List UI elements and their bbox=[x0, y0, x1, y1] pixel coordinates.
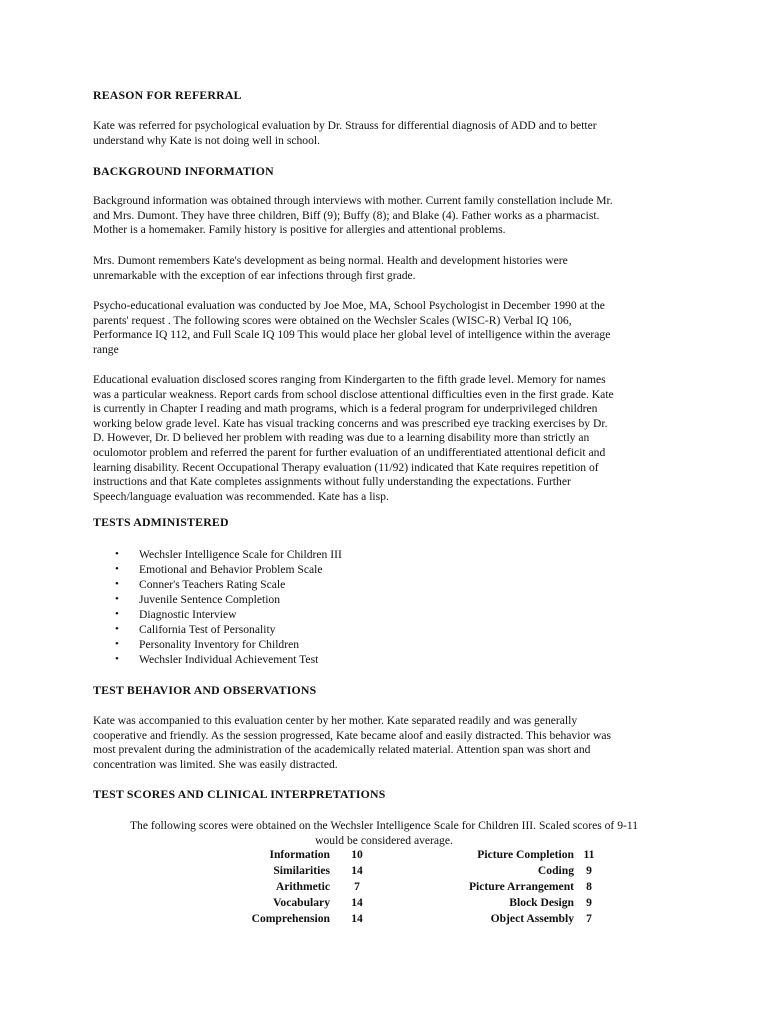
list-item: • Wechsler Individual Achievement Test bbox=[93, 652, 342, 667]
subtest-name: Comprehension bbox=[251, 912, 330, 925]
background-paragraph-4 bbox=[93, 373, 683, 504]
text-line: oculomotor problem and referred the parent for further evaluation of an undifferentiated attentional deficit and bbox=[93, 445, 606, 459]
text-line: Performance IQ 112, and Full Scale IQ 109 This would place her global level of intelligence within the average bbox=[93, 328, 611, 342]
text-line: Kate was referred for psychological evaluation by Dr. Strauss for differential diagnosis of ADD and to better bbox=[93, 119, 597, 132]
subtest-name: Block Design bbox=[509, 896, 574, 909]
section-heading-referral: REASON FOR REFERRAL bbox=[93, 88, 242, 102]
subtest-score: 7 bbox=[354, 880, 360, 893]
table-row bbox=[238, 847, 604, 863]
text-line: Psycho-educational evaluation was conducted by Joe Moe, MA, School Psychologist in December 1990 at the bbox=[93, 299, 605, 312]
table-row bbox=[238, 879, 604, 895]
text-line: Mother is a homemaker. Family history is positive for allergies and attentional problems. bbox=[93, 223, 506, 237]
subtest-score: 9 bbox=[586, 896, 592, 909]
list-item: • Personality Inventory for Children bbox=[93, 637, 342, 652]
behavior-paragraph bbox=[93, 714, 683, 772]
text-line: Kate was accompanied to this evaluation center by her mother. Kate separated readily and was generally bbox=[93, 714, 578, 727]
table-row bbox=[238, 895, 604, 911]
text-line: is currently in Chapter I reading and math programs, which is a federal program for underprivileged children bbox=[93, 402, 598, 416]
tests-list bbox=[93, 547, 342, 667]
text-line: Educational evaluation disclosed scores ranging from Kindergarten to the fifth grade level. Memory for names bbox=[93, 373, 606, 386]
text-line: range bbox=[93, 342, 119, 356]
subtest-name: Object Assembly bbox=[490, 912, 574, 925]
text-line: cooperative and friendly. As the session progressed, Kate became aloof and easily distracted. This behavior was bbox=[93, 728, 612, 742]
text-line: Background information was obtained through interviews with mother. Current family constellation include Mr. bbox=[93, 194, 613, 207]
subtest-score: 7 bbox=[586, 912, 592, 925]
referral-paragraph bbox=[93, 119, 683, 148]
text-line: Mrs. Dumont remembers Kate's development as being normal. Health and development histories were bbox=[93, 254, 568, 267]
list-item: • Juvenile Sentence Completion bbox=[93, 592, 342, 607]
section-heading-behavior: TEST BEHAVIOR AND OBSERVATIONS bbox=[93, 683, 317, 697]
subtest-name: Vocabulary bbox=[273, 896, 330, 909]
text-line: concentration was limited. She was easily distracted. bbox=[93, 757, 338, 771]
text-line: would be considered average. bbox=[315, 833, 453, 847]
text-line: instructions and that Kate completes assignments without fully understanding the expectations. Further bbox=[93, 475, 571, 489]
text-line: D. However, Dr. D believed her problem with reading was due to a learning disability more than strictly an bbox=[93, 431, 590, 445]
background-paragraph-1 bbox=[93, 194, 683, 238]
background-paragraph-2 bbox=[93, 254, 683, 283]
text-line: The following scores were obtained on the Wechsler Intelligence Scale for Children III. Scaled scores of 9-11 bbox=[129, 819, 639, 832]
subtest-name: Picture Completion bbox=[477, 848, 574, 861]
list-item: • Conner's Teachers Rating Scale bbox=[93, 577, 342, 592]
list-item: • California Test of Personality bbox=[93, 622, 342, 637]
subtest-name: Similarities bbox=[273, 864, 330, 877]
section-heading-tests: TESTS ADMINISTERED bbox=[93, 515, 229, 529]
subtest-name: Arithmetic bbox=[275, 880, 330, 893]
scores-intro bbox=[93, 819, 675, 848]
subtest-score: 9 bbox=[586, 864, 592, 877]
text-line: Speech/language evaluation was recommended. Kate has a lisp. bbox=[93, 489, 389, 503]
section-heading-background: BACKGROUND INFORMATION bbox=[93, 164, 274, 178]
text-line: most prevalent during the administration of the academically related material. Attention span was short and bbox=[93, 743, 591, 757]
list-item: • Emotional and Behavior Problem Scale bbox=[93, 562, 342, 577]
table-row bbox=[238, 911, 604, 927]
text-line: working below grade level. Kate has visual tracking concerns and was prescribed eye tracking exercises by Dr. bbox=[93, 416, 608, 430]
subtest-score: 10 bbox=[351, 848, 363, 861]
list-item: • Diagnostic Interview bbox=[93, 607, 342, 622]
subtest-name: Coding bbox=[537, 864, 574, 877]
section-heading-scores: TEST SCORES AND CLINICAL INTERPRETATIONS bbox=[93, 787, 386, 801]
text-line: was a particular weakness. Report cards from school disclose attentional difficulties even in the first grade. Kate bbox=[93, 387, 614, 401]
subtest-name: Picture Arrangement bbox=[468, 880, 574, 893]
subtest-score: 14 bbox=[351, 912, 363, 925]
text-line: parents' request . The following scores were obtained on the Wechsler Scales (WISC-R) Verbal IQ 106, bbox=[93, 313, 572, 327]
subtest-score: 14 bbox=[351, 896, 363, 909]
subtest-score: 14 bbox=[351, 864, 363, 877]
background-paragraph-3 bbox=[93, 299, 683, 357]
subtest-name: Information bbox=[269, 848, 330, 861]
wisc-scores-table bbox=[238, 847, 604, 927]
subtest-score: 8 bbox=[586, 880, 592, 893]
text-line: unremarkable with the exception of ear infections through first grade. bbox=[93, 268, 416, 282]
text-line: understand why Kate is not doing well in school. bbox=[93, 133, 321, 147]
text-line: and Mrs. Dumont. They have three children, Biff (9); Buffy (8); and Blake (4). Father works as a pharmacist. bbox=[93, 208, 600, 222]
table-row bbox=[238, 863, 604, 879]
text-line: learning disability. Recent Occupational Therapy evaluation (11/92) indicated that Kate requires repetition of bbox=[93, 460, 599, 474]
list-item: • Wechsler Intelligence Scale for Children III bbox=[93, 547, 342, 562]
subtest-score: 11 bbox=[583, 848, 595, 861]
